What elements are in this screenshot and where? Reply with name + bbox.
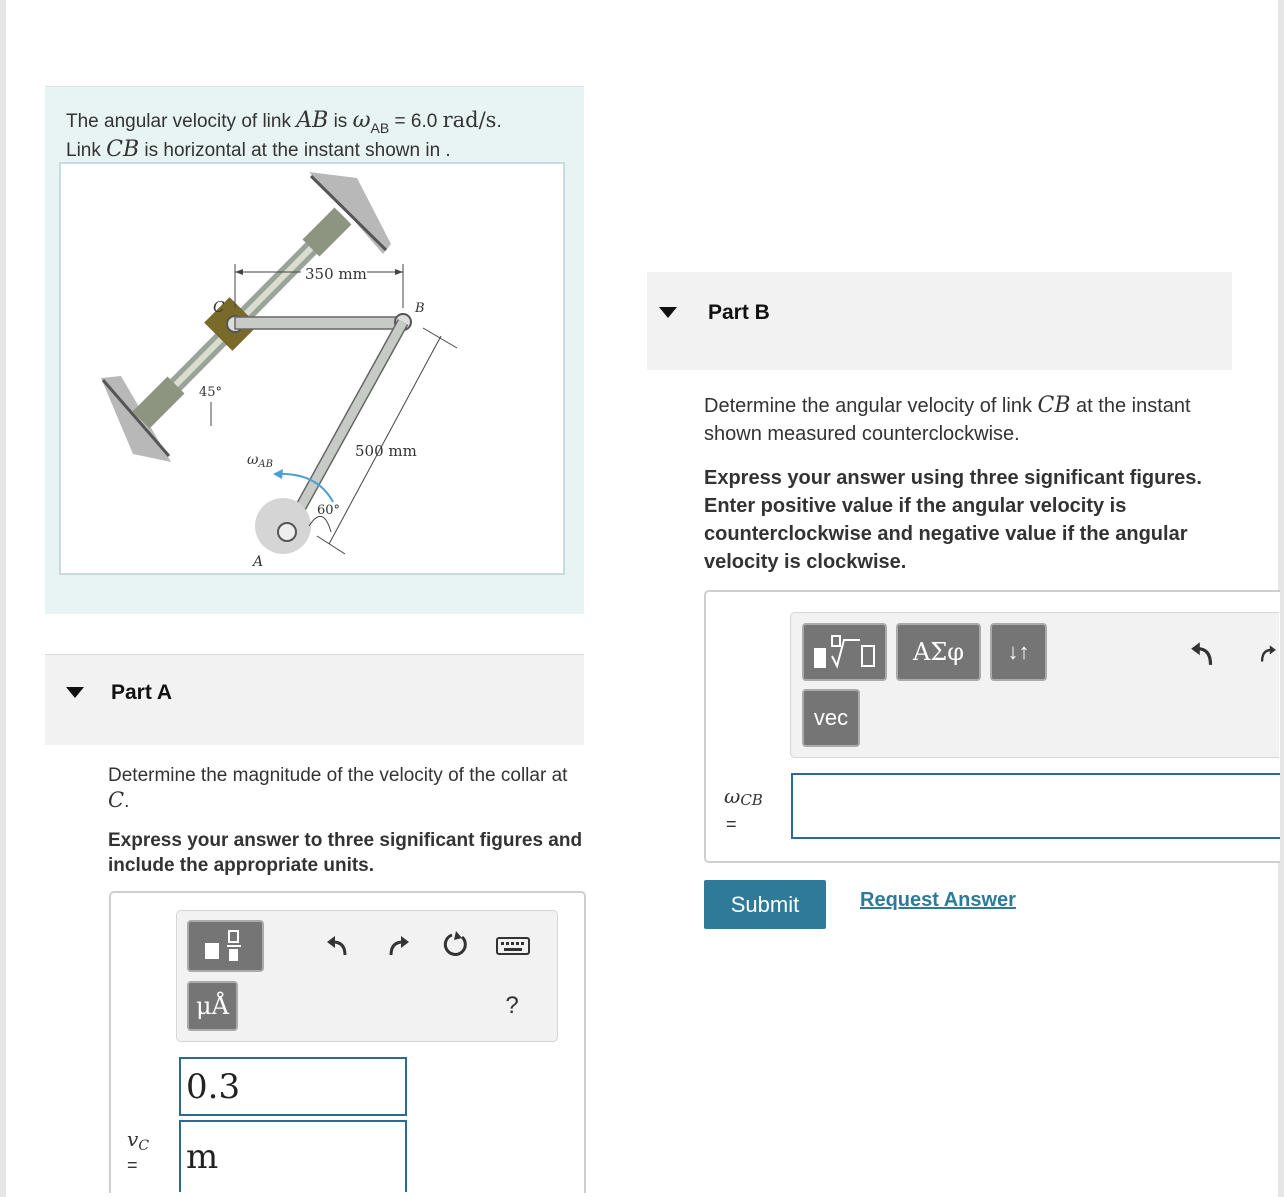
- part-a-var-label: $v_C$: [127, 1127, 150, 1154]
- angle-45-label: 45°: [199, 385, 223, 400]
- part-a-question-var: C: [108, 788, 125, 812]
- part-b-header[interactable]: [647, 272, 1232, 370]
- left-rule: [0, 0, 6, 1197]
- help-button[interactable]: ?: [505, 992, 519, 1019]
- redo-icon[interactable]: [383, 931, 413, 961]
- pin-a: [255, 498, 311, 554]
- part-b-equals: =: [726, 814, 737, 834]
- reset-icon[interactable]: [439, 929, 471, 961]
- omega-ab-label: $\omega_{AB}$: [247, 452, 273, 470]
- sqrt-template-icon: [810, 632, 880, 672]
- mechanism-drawing: [61, 164, 563, 573]
- math-templates-button[interactable]: [802, 623, 887, 681]
- omega-ab-arrowhead: [273, 469, 283, 479]
- part-a-instruction: Express your answer to three significant figures and include the appropriate units.: [108, 830, 583, 876]
- velocity-value-input[interactable]: 0.3: [179, 1057, 407, 1116]
- velocity-unit-input[interactable]: m: [179, 1120, 407, 1192]
- part-a-header[interactable]: [45, 654, 584, 745]
- part-b-var-label: ωCB: [724, 784, 763, 809]
- intro-omega-sub: AB: [370, 120, 390, 136]
- units-button[interactable]: μÅ: [187, 981, 238, 1031]
- part-b-toolbar: [790, 612, 1279, 758]
- part-a-equals: =: [127, 1155, 138, 1175]
- undo-icon[interactable]: [1187, 637, 1219, 669]
- angle-60-arc: [309, 516, 331, 532]
- link-cb: [235, 314, 411, 330]
- point-a-label: A: [253, 554, 264, 570]
- point-c-label: C: [213, 298, 225, 316]
- part-a-question: [108, 763, 584, 814]
- intro-ab: AB: [296, 108, 329, 133]
- intro-unit: rad/s: [442, 108, 497, 132]
- intro-omega: ω: [352, 108, 371, 133]
- angle-60-label: 60°: [317, 503, 341, 518]
- part-b-question-var: CB: [1037, 393, 1071, 418]
- angular-velocity-input[interactable]: [791, 773, 1280, 839]
- dimension-500-label: 500 mm: [355, 442, 417, 460]
- intro-text: [66, 107, 566, 164]
- intro-text-5: Link: [66, 140, 107, 161]
- intro-text-3: = 6.0: [389, 111, 443, 132]
- part-a-title: Part A: [111, 681, 173, 704]
- intro-text-2: is: [328, 111, 353, 132]
- part-b-question-text: Determine the angular velocity of link: [704, 395, 1038, 417]
- request-answer-link[interactable]: Request Answer: [860, 889, 1016, 911]
- part-a-question-text: Determine the magnitude of the velocity of the collar at: [108, 765, 568, 786]
- part-b-instruction: Express your answer using three significant figures. Enter positive value if the angular velocity is counterclockwise and negative value if the angular velocity is clockwise.: [704, 467, 1202, 573]
- link-ab: [287, 322, 403, 532]
- mechanism-figure: [59, 162, 565, 575]
- submit-button[interactable]: Submit: [704, 880, 826, 929]
- vector-button[interactable]: vec: [802, 689, 860, 747]
- dimension-350-label: 350 mm: [305, 265, 367, 283]
- part-b-question-end: at the instant shown measured counterclockwise.: [704, 395, 1191, 445]
- keyboard-icon[interactable]: [495, 933, 531, 959]
- fraction-template-icon: [201, 929, 251, 963]
- part-a-toolbar: [176, 910, 558, 1042]
- redo-icon[interactable]: [1259, 637, 1279, 669]
- caret-down-icon[interactable]: [66, 687, 84, 698]
- intro-text-1: The angular velocity of link: [66, 111, 297, 132]
- part-a-question-end: .: [124, 791, 130, 812]
- arrows-button[interactable]: ↓↑: [990, 623, 1047, 681]
- templates-button[interactable]: [187, 920, 264, 972]
- caret-down-icon[interactable]: [659, 307, 677, 318]
- part-b-answer-box: [704, 590, 1280, 863]
- intro-text-4: .: [496, 111, 502, 132]
- undo-icon[interactable]: [323, 931, 353, 961]
- intro-panel: [45, 86, 584, 614]
- greek-letters-button[interactable]: ΑΣφ: [896, 623, 981, 681]
- part-b-question: [704, 392, 1224, 448]
- point-b-label: B: [415, 301, 425, 316]
- intro-cb: CB: [106, 137, 140, 162]
- part-b-title: Part B: [708, 301, 770, 324]
- part-a-answer-box: [109, 891, 586, 1193]
- intro-text-6: is horizontal at the instant shown in .: [139, 140, 451, 161]
